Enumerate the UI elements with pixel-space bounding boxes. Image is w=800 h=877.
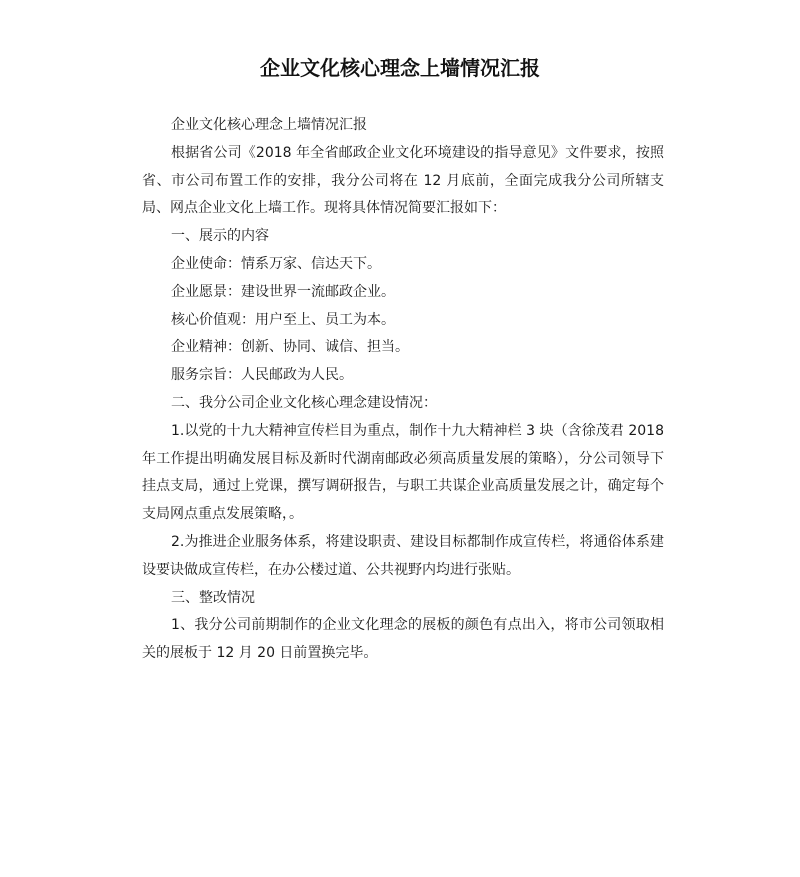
paragraph-intro: 根据省公司《2018 年全省邮政企业文化环境建设的指导意见》文件要求，按照省、市公司布置工作的安排，我分公司将在 12 月底前，全面完成我分公司所辖支局、网点企业文化上墙工作。现将具体情况简要汇报如下： (142, 144, 664, 217)
paragraph-service-tenet: 服务宗旨：人民邮政为人民。 (171, 367, 353, 384)
section-heading-display-content: 一、展示的内容 (171, 228, 269, 245)
section-heading-construction: 二、我分公司企业文化核心理念建设情况： (171, 394, 437, 411)
paragraph-vision: 企业愿景：建设世界一流邮政企业。 (171, 283, 395, 300)
paragraph-mission: 企业使命：情系万家、信达天下。 (171, 255, 381, 272)
paragraph-item-2: 2.为推进企业服务体系，将建设职责、建设目标都制作成宣传栏，将通俗体系建设要诀做成宣传栏，在办公楼过道、公共视野内均进行张贴。 (142, 533, 664, 578)
paragraph-rectification-1: 1、我分公司前期制作的企业文化理念的展板的颜色有点出入，将市公司领取相关的展板于 12 月 20 日前置换完毕。 (142, 617, 664, 662)
section-heading-rectification: 三、整改情况 (171, 589, 255, 606)
document-body (142, 112, 664, 668)
document-title: 企业文化核心理念上墙情况汇报 (260, 56, 540, 80)
paragraph-subtitle: 企业文化核心理念上墙情况汇报 (171, 117, 367, 133)
paragraph-core-values: 核心价值观：用户至上、员工为本。 (171, 311, 395, 328)
paragraph-spirit: 企业精神：创新、协同、诚信、担当。 (171, 339, 409, 356)
paragraph-item-1: 1.以党的十九大精神宣传栏目为重点，制作十九大精神栏 3 块（含徐茂君 2018 年工作提出明确发展目标及新时代湖南邮政必须高质量发展的策略），分公司领导下挂点支局，通过上党课，撰写调研报告，与职工共谋企业高质量发展之计，确定每个支局网点重点发展策略，。 (142, 422, 664, 523)
